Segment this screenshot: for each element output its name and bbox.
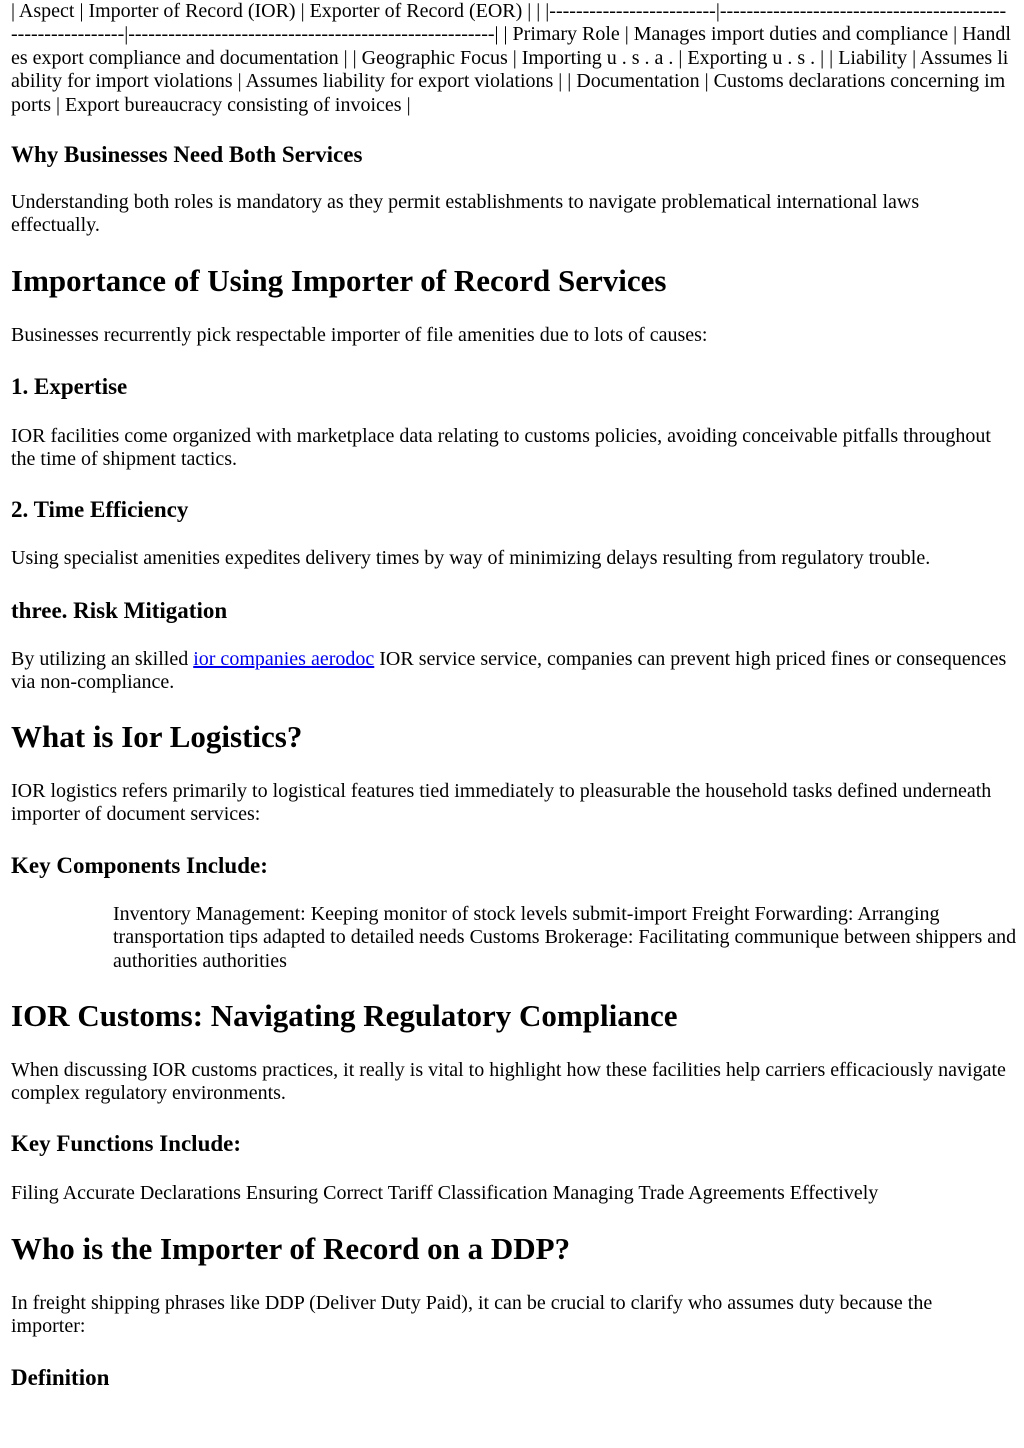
heading-definition: Definition [11,1365,110,1390]
paragraph-ior-customs: When discussing IOR customs practices, it really is vital to highlight how these facilities help carriers efficaciously navigate complex regulatory environments. [11,1059,1006,1105]
heading-ddp: Who is the Importer of Record on a DDP? [11,1231,571,1266]
comparison-table-text: | Aspect | Importer of Record (IOR) | Exporter of Record (EOR) | | |-------------------------|------------------------------------------------------------|-------------------------------------------------------| | Primary Role | Manages import duties and compliance | Handles export compliance and documentation | | Geographic Focus | Importing u . s . a . | Exporting u . s . | | Liability | Assumes liability for import violations | Assumes liability for export violations | | Documentation | Customs declarations concerning imports | Export bureaucracy consisting of invoices | [11,0,1011,116]
key-components-blockquote: Inventory Management: Keeping monitor of stock levels submit-import Freight Forwarding: Arranging transportation tips adapted to detailed needs Customs Brokerage: Facilitating communique between shippers and authorities authorities [113,903,1017,972]
heading-key-components: Key Components Include: [11,853,268,878]
paragraph-time-efficiency: Using specialist amenities expedites delivery times by way of minimizing delays resulting from regulatory trouble. [11,547,931,569]
heading-ior-customs: IOR Customs: Navigating Regulatory Compliance [11,998,678,1033]
risk-text-after: IOR service service, companies can prevent high priced fines or consequences via non-compliance. [11,648,1007,694]
heading-importance: Importance of Using Importer of Record Services [11,263,667,298]
heading-ior-logistics: What is Ior Logistics? [11,719,303,754]
ior-companies-aerodoc-link[interactable]: ior companies aerodoc [193,648,375,670]
paragraph-risk-mitigation [11,648,1011,695]
heading-key-functions: Key Functions Include: [11,1131,242,1156]
heading-time-efficiency: 2. Time Efficiency [11,497,189,522]
heading-risk-mitigation: three. Risk Mitigation [11,598,228,623]
paragraph-importance: Businesses recurrently pick respectable importer of file amenities due to lots of causes: [11,324,708,346]
paragraph-key-functions: Filing Accurate Declarations Ensuring Correct Tariff Classification Managing Trade Agreements Effectively [11,1182,879,1204]
paragraph-ddp: In freight shipping phrases like DDP (Deliver Duty Paid), it can be crucial to clarify who assumes duty because the importer: [11,1292,933,1338]
heading-expertise: 1. Expertise [11,374,128,399]
risk-text-before: By utilizing an skilled [11,648,194,670]
paragraph-why-businesses: Understanding both roles is mandatory as they permit establishments to navigate problematical international laws effectually. [11,191,920,237]
paragraph-ior-logistics: IOR logistics refers primarily to logistical features tied immediately to pleasurable the household tasks defined underneath importer of document services: [11,780,992,826]
heading-why-businesses: Why Businesses Need Both Services [11,142,363,167]
paragraph-expertise: IOR facilities come organized with marketplace data relating to customs policies, avoiding conceivable pitfalls throughout the time of shipment tactics. [11,425,991,471]
